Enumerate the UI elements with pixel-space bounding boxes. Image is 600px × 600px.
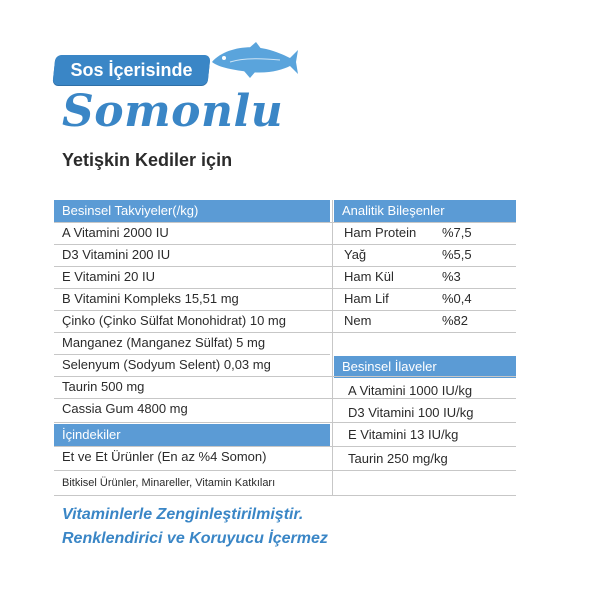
- analytic-value: %3: [442, 269, 461, 284]
- ingredients-header: İçindekiler: [54, 424, 330, 446]
- subtitle: Yetişkin Kediler için: [62, 150, 233, 170]
- row-divider: [54, 310, 516, 311]
- additive-row: E Vitamini 13 IU/kg: [348, 427, 459, 442]
- supplement-row: E Vitamini 20 IU: [62, 269, 155, 284]
- note-enriched: Vitaminlerle Zenginleştirilmiştir.: [62, 506, 304, 523]
- ingredient-row: Et ve Et Ürünler (En az %4 Somon): [62, 449, 267, 464]
- supplements-header: Besinsel Takviyeler(/kg): [54, 200, 330, 222]
- ingredient-row: Bitkisel Ürünler, Minareller, Vitamin Katkıları: [62, 477, 276, 489]
- supplement-row: Taurin 500 mg: [62, 379, 145, 394]
- analytic-name: Ham Kül: [344, 269, 394, 284]
- fish-icon: [210, 40, 300, 80]
- supplement-row: A Vitamini 2000 IU: [62, 225, 169, 240]
- badge: [52, 55, 210, 85]
- row-divider: [54, 288, 516, 289]
- row-divider: [54, 266, 516, 267]
- supplement-row: Selenyum (Sodyum Selent) 0,03 mg: [62, 357, 271, 372]
- brand-title: Somonlu: [62, 86, 284, 137]
- row-divider: [54, 354, 330, 355]
- analytic-value: %5,5: [442, 247, 472, 262]
- analytic-value: %0,4: [442, 291, 472, 306]
- note-no-additives: Renklendirici ve Koruyucu İçermez: [62, 530, 328, 547]
- analytic-value: %7,5: [442, 225, 472, 240]
- nutrition-table: [54, 200, 516, 496]
- supplement-row: Manganez (Manganez Sülfat) 5 mg: [62, 335, 266, 350]
- additive-row: D3 Vitamini 100 IU/kg: [348, 405, 474, 420]
- analytic-header: Analitik Bileşenler: [334, 200, 516, 222]
- row-divider: [54, 376, 516, 377]
- supplement-row: Çinko (Çinko Sülfat Monohidrat) 10 mg: [62, 313, 286, 328]
- row-divider: [54, 244, 516, 245]
- row-divider: [54, 495, 516, 496]
- analytic-name: Ham Lif: [344, 291, 389, 306]
- supplement-row: B Vitamini Kompleks 15,51 mg: [62, 291, 239, 306]
- analytic-value: %82: [442, 313, 469, 328]
- analytic-name: Yağ: [344, 247, 367, 262]
- additive-row: A Vitamini 1000 IU/kg: [348, 383, 473, 398]
- row-divider: [54, 446, 516, 447]
- supplement-row: D3 Vitamini 200 IU: [62, 247, 171, 262]
- row-divider: [54, 470, 516, 471]
- row-divider: [54, 222, 516, 223]
- additive-row: Taurin 250 mg/kg: [348, 451, 448, 466]
- row-divider: [54, 422, 516, 423]
- additives-header: Besinsel İlaveler: [334, 356, 516, 378]
- row-divider: [54, 398, 516, 399]
- analytic-name: Ham Protein: [344, 225, 417, 240]
- supplement-row: Cassia Gum 4800 mg: [62, 401, 188, 416]
- badge-text: Sos İçerisinde: [70, 60, 193, 80]
- analytic-name: Nem: [344, 313, 372, 328]
- row-divider: [54, 332, 516, 333]
